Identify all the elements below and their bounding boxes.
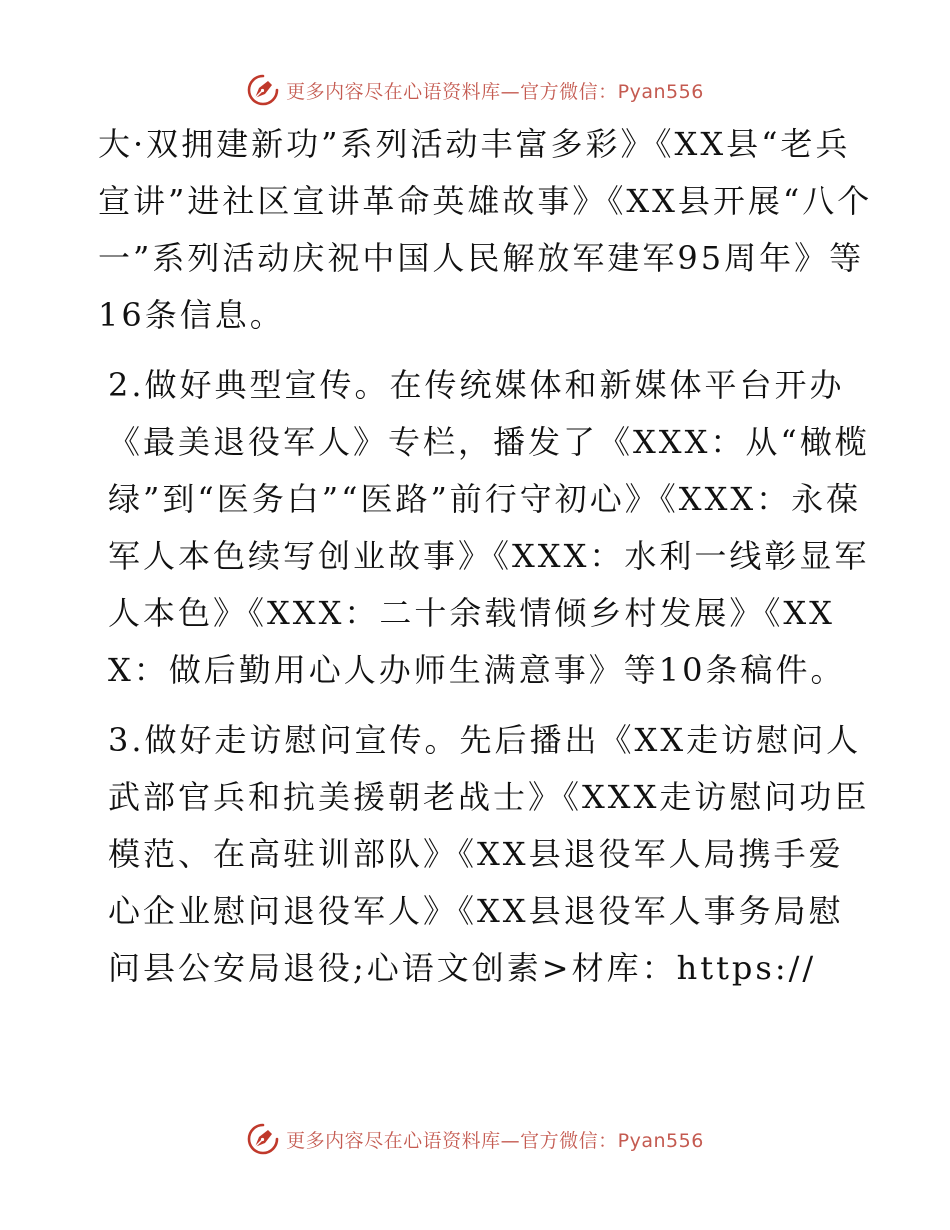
footer-banner: [0, 1119, 950, 1159]
header-banner: [0, 70, 950, 110]
document-body: [98, 116, 878, 997]
paragraph-typical-publicity: 2.做好典型宣传。在传统媒体和新媒体平台开办《最美退役军人》专栏，播发了《XXX：从“橄榄绿”到“医务白”“医路”前行守初心》《XXX：永葆军人本色续写创业故事》《XXX：水利一线彰显军人本色》《XXX：二十余载情倾乡村发展》《XXX：做后勤用心人办师生满意事》等10条稿件。: [108, 366, 870, 689]
paragraph-continuation: 大·双拥建新功”系列活动丰富多彩》《XX县“老兵宣讲”进社区宣讲革命英雄故事》《XX县开展“八个一”系列活动庆祝中国人民解放军建军95周年》等16条信息。: [98, 125, 873, 334]
pen-nib-circle-icon: [246, 1122, 280, 1156]
header-banner-text: 更多内容尽在心语资料库—官方微信：Pyan556: [286, 80, 704, 103]
footer-banner-text: 更多内容尽在心语资料库—官方微信：Pyan556: [286, 1129, 704, 1152]
paragraph-visit-publicity: 3.做好走访慰问宣传。先后播出《XX走访慰问人武部官兵和抗美援朝老战士》《XXX走访慰问功臣模范、在高驻训部队》《XX县退役军人局携手爱心企业慰问退役军人》《XX县退役军人事务局慰问县公安局退役;心语文创素>材库：https://: [108, 721, 870, 987]
pen-nib-circle-icon: [246, 73, 280, 107]
